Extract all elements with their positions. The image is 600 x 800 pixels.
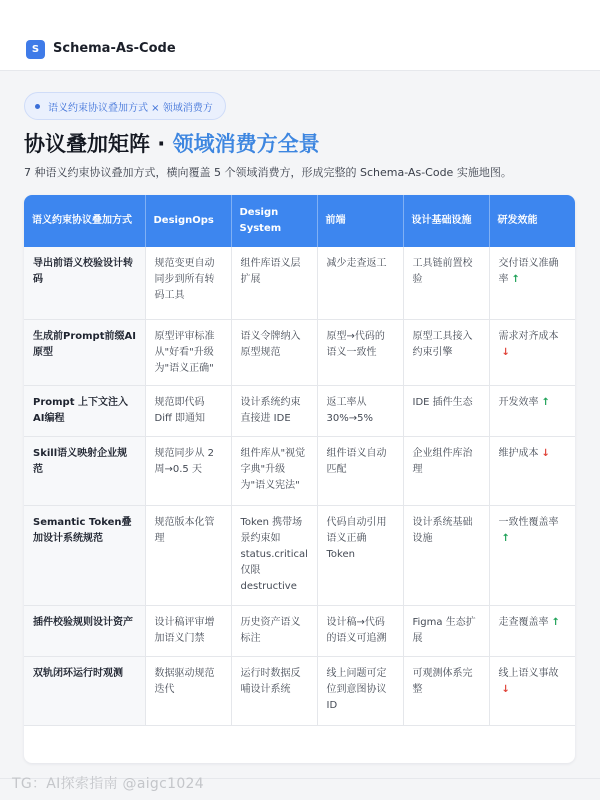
cell-text: 交付语义准确率 [498, 258, 559, 285]
cell-text: 可观测体系完整 [412, 667, 473, 695]
table-cell [489, 656, 575, 725]
row-header-label: 插件校验规则设计资产 [33, 616, 133, 628]
cell-text: 数据驱动规范迭代 [154, 667, 215, 695]
matrix-table [24, 195, 575, 726]
table-cell [403, 656, 489, 725]
table-cell [403, 385, 489, 436]
matrix-card [24, 195, 575, 763]
row-header-label: Skill语义映射企业规范 [33, 447, 128, 475]
row-header-label: 生成前Prompt前缀AI原型 [33, 330, 136, 358]
table-cell [317, 385, 403, 436]
arrow-down-icon: ↓ [501, 683, 510, 695]
table-body [24, 247, 575, 725]
cell-text: 规范即代码 Diff 即通知 [154, 396, 206, 424]
cell-text: 开发效率 [498, 396, 539, 408]
table-cell [145, 319, 231, 385]
table-cell [145, 247, 231, 319]
table-cell [231, 505, 317, 605]
cell-text: Token 携带场景约束如 status.critical 仅限 destructive [240, 516, 308, 592]
logo-icon: S [26, 40, 45, 59]
cell-text: 一致性覆盖率 [498, 516, 559, 528]
arrow-down-icon: ↓ [541, 447, 550, 459]
table-cell [317, 319, 403, 385]
column-header: DesignOps [145, 195, 231, 247]
table-row [24, 605, 575, 656]
table-cell [145, 436, 231, 505]
table-cell [231, 605, 317, 656]
table-cell [231, 436, 317, 505]
cell-text: 语义令牌纳入原型规范 [240, 330, 301, 358]
row-header-label: 导出前语义校验设计转码 [33, 258, 133, 285]
table-cell [489, 436, 575, 505]
table-cell [489, 319, 575, 385]
row-header-cell [24, 436, 145, 505]
table-cell [145, 605, 231, 656]
table-row [24, 436, 575, 505]
cell-text: 需求对齐成本 [498, 330, 559, 342]
cell-text: IDE 插件生态 [412, 396, 473, 408]
page-title-accent: 领域消费方全景 [172, 132, 320, 156]
dot-icon [35, 104, 40, 109]
table-cell [403, 319, 489, 385]
cell-text: 线上问题可定位到意图协议 ID [326, 667, 387, 711]
table-cell [403, 436, 489, 505]
table-cell [489, 385, 575, 436]
table-cell [317, 247, 403, 319]
table-cell [145, 656, 231, 725]
cell-text: Figma 生态扩展 [412, 616, 476, 644]
column-header: 语义约束协议叠加方式 [24, 195, 145, 247]
top-bar [0, 0, 600, 71]
table-cell [403, 247, 489, 319]
cell-text: 规范同步从 2 周→0.5 天 [154, 447, 215, 475]
cell-text: 组件库从"视觉字典"升级为"语义宪法" [240, 447, 306, 491]
row-header-cell [24, 656, 145, 725]
table-cell [317, 505, 403, 605]
cell-text: 设计稿评审增加语义门禁 [154, 616, 215, 644]
cell-text: 设计稿→代码的语义可追溯 [326, 616, 387, 644]
table-row [24, 247, 575, 319]
brand-name: Schema-As-Code [53, 41, 176, 56]
cell-text: 线上语义事故 [498, 667, 559, 679]
table-cell [231, 385, 317, 436]
cell-text: 走查覆盖率 [498, 616, 549, 628]
column-header: 设计基础设施 [403, 195, 489, 247]
topic-pill [24, 92, 226, 120]
table-cell [145, 505, 231, 605]
arrow-up-icon: ↑ [551, 616, 560, 628]
table-cell [489, 605, 575, 656]
table-cell [317, 656, 403, 725]
arrow-up-icon: ↑ [501, 532, 510, 544]
row-header-label: Semantic Token叠加设计系统规范 [33, 516, 132, 544]
arrow-down-icon: ↓ [501, 346, 510, 358]
row-header-label: Prompt 上下文注入AI编程 [33, 396, 128, 424]
column-header: Design System [231, 195, 317, 247]
cell-text: 设计系统约束直接进 IDE [240, 396, 301, 424]
watermark: TG：AI探索指南 @aigc1024 [12, 776, 204, 792]
cell-text: 组件语义自动匹配 [326, 447, 387, 475]
table-cell [145, 385, 231, 436]
arrow-up-icon: ↑ [511, 274, 520, 285]
row-header-cell [24, 247, 145, 319]
cell-text: 规范版本化管理 [154, 516, 215, 544]
table-cell [317, 605, 403, 656]
table-row [24, 505, 575, 605]
table-row [24, 319, 575, 385]
table-cell [231, 319, 317, 385]
table-cell [231, 656, 317, 725]
page-title [24, 128, 320, 158]
cell-text: 维护成本 [498, 447, 539, 459]
table-cell [317, 436, 403, 505]
column-header: 前端 [317, 195, 403, 247]
row-header-cell [24, 319, 145, 385]
table-header-row [24, 195, 575, 247]
page-subtitle: 7 种语义约束协议叠加方式，横向覆盖 5 个领域消费方，形成完整的 Schema-As-Code 实施地图。 [24, 166, 512, 179]
cell-text: 运行时数据反哺设计系统 [240, 667, 301, 695]
cell-text: 企业组件库治理 [412, 447, 473, 475]
table-cell [231, 247, 317, 319]
cell-text: 原型→代码的语义一致性 [326, 330, 385, 358]
cell-text: 减少走查返工 [326, 258, 387, 269]
row-header-cell [24, 605, 145, 656]
cell-text: 组件库语义层扩展 [240, 258, 301, 285]
cell-text: 代码自动引用语义正确 Token [326, 516, 387, 560]
row-header-cell [24, 505, 145, 605]
table-row [24, 656, 575, 725]
cell-text: 工具链前置校验 [412, 258, 473, 285]
row-header-cell [24, 385, 145, 436]
table-cell [489, 505, 575, 605]
topic-pill-label: 语义约束协议叠加方式 × 领域消费方 [48, 102, 213, 114]
table-cell [403, 605, 489, 656]
cell-text: 原型评审标准从"好看"升级为"语义正确" [154, 330, 215, 374]
table-row [24, 385, 575, 436]
column-header: 研发效能 [489, 195, 575, 247]
cell-text: 原型工具接入约束引擎 [412, 330, 473, 358]
cell-text: 设计系统基础设施 [412, 516, 473, 544]
row-header-label: 双轨闭环运行时观测 [33, 667, 123, 679]
table-cell [403, 505, 489, 605]
arrow-up-icon: ↑ [541, 396, 550, 408]
cell-text: 规范变更自动同步到所有转码工具 [154, 258, 215, 301]
cell-text: 返工率从 30%→5% [326, 396, 373, 424]
cell-text: 历史资产语义标注 [240, 616, 301, 644]
page-title-main: 协议叠加矩阵 · [24, 132, 173, 156]
table-cell [489, 247, 575, 319]
